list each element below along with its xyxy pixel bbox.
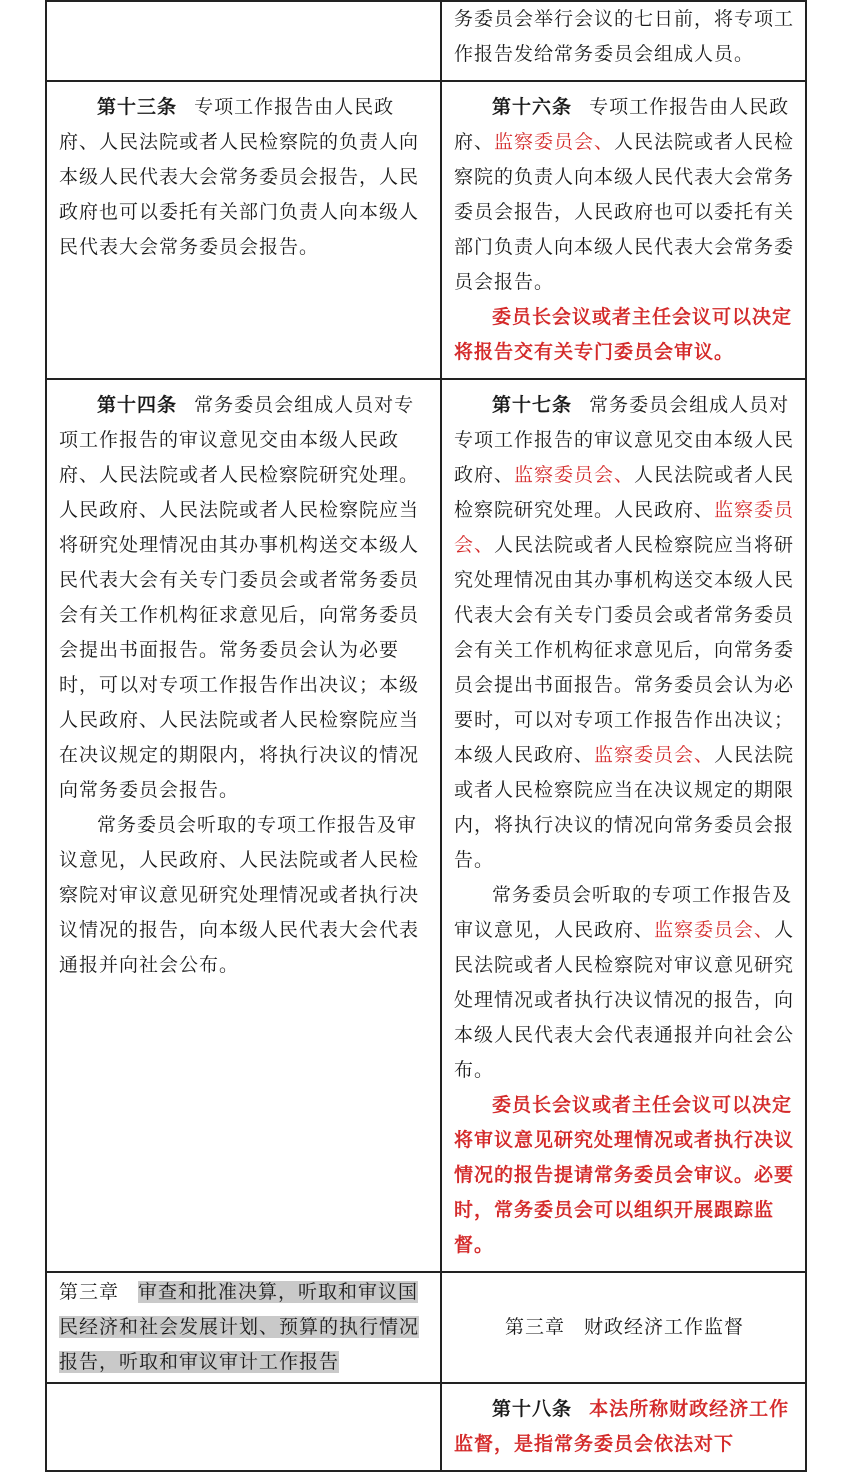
old-chapter-cell [46,1272,441,1383]
chapter-label: 第三章 [504,1316,565,1338]
article-text: 常务委员会组成人员对专项工作报告的审议意见交由本级人民政府、人民法院或者人民检察院研究处理。人民政府、人民法院或者人民检察院应当将研究处理情况由其办事机构送交本级人民代表大会有关专门委员会或者常务委员会有关工作机构征求意见后，向常务委员会提出书面报告。常务委员会认为必要时，可以对专项工作报告作出决议；本级人民政府、人民法院或者人民检察院应当在决议规定的期限内，将执行决议的情况向常务委员会报告。 [59,394,420,801]
old-text-cell [46,379,441,1272]
article-paragraph [454,388,795,878]
paragraph: 常务委员会听取的专项工作报告及审议意见，人民政府、人民法院或者人民检察院对审议意见研究处理情况或者执行决议情况的报告，向本级人民代表大会代表通报并向社会公布。 [59,814,420,976]
new-chapter-cell [441,1272,806,1383]
article-label: 第十七条 [492,394,573,416]
article-paragraph [59,388,430,808]
old-text-cell [46,81,441,379]
article-label: 第十三条 [97,96,178,118]
added-paragraph: 委员长会议或者主任会议可以决定将报告交有关专门委员会审议。 [454,306,793,363]
table-row [46,81,806,379]
article-text: 常务委员会组成人员对专项工作报告的审议意见交由本级人民政府、 [454,394,795,486]
chapter-heading [59,1275,430,1380]
added-text: 本法所称财政经济工作监督，是指常务委员会依法对下 [454,1398,790,1455]
new-text-cell [441,81,806,379]
new-text-cell [441,1383,806,1471]
article-text: 人民法院或者人民检察院应当将研究处理情况由其办事机构送交本级人民代表大会有关专门委员会或者常务委员会有关工作机构征求意见后，向常务委员会提出书面报告。常务委员会认为必要时，可以对专项工作报告作出决议；本级人民政府、 [454,534,795,766]
new-text-cell [441,1,806,81]
chapter-title: 审查和批准决算，听取和审议国民经济和社会发展计划、预算的执行情况报告，听取和审议审计工作报告 [59,1281,420,1373]
old-text-cell [46,1,441,81]
article-text: 人民法院或者人民检察院研究处理。人民政府、 [454,464,795,521]
chapter-title: 财政经济工作监督 [584,1316,745,1338]
new-text-cell [441,379,806,1272]
inserted-text: 监察委员会、 [454,499,795,556]
law-comparison-table [45,0,807,1472]
table-row [46,1,806,81]
article-label: 第十六条 [492,96,573,118]
inserted-text: 监察委员会、 [654,919,775,941]
comparison-document [45,0,805,1472]
table-row [46,1383,806,1471]
article-paragraph [59,90,430,265]
chapter-label: 第三章 [59,1281,120,1303]
article-text: 人民法院或者人民检察院的负责人向本级人民代表大会常务委员会报告，人民政府也可以委托有关部门负责人向本级人民代表大会常务委员会报告。 [454,131,795,293]
chapter-heading [454,1310,795,1345]
inserted-text: 监察委员会、 [594,744,715,766]
article-text: 常务委员会听取的专项工作报告及审议意见，人民政府、 [454,884,793,941]
article-text: 专项工作报告由人民政府、人民法院或者人民检察院的负责人向本级人民代表大会常务委员会报告，人民政府也可以委托有关部门负责人向本级人民代表大会常务委员会报告。 [59,96,420,258]
article-text: 人民法院或者人民检察院应当在决议规定的期限内，将执行决议的情况向常务委员会报告。 [454,744,795,871]
paragraph [454,878,795,1088]
article-label: 第十四条 [97,394,178,416]
article-text: 人民法院或者人民检察院对审议意见研究处理情况或者执行决议情况的报告，向本级人民代表大会代表通报并向社会公布。 [454,919,795,1081]
article-paragraph [454,90,795,300]
inserted-text: 监察委员会、 [514,464,635,486]
old-text-cell [46,1383,441,1471]
article-label: 第十八条 [492,1398,573,1420]
article-text: 专项工作报告由人民政府、 [454,96,790,153]
added-paragraph: 委员长会议或者主任会议可以决定将审议意见研究处理情况或者执行决议情况的报告提请常务委员会审议。必要时，常务委员会可以组织开展跟踪监督。 [454,1094,795,1256]
paragraph: 务委员会举行会议的七日前，将专项工作报告发给常务委员会组成人员。 [454,8,795,65]
table-row [46,379,806,1272]
table-row [46,1272,806,1383]
inserted-text: 监察委员会、 [494,131,615,153]
article-paragraph [454,1392,795,1462]
